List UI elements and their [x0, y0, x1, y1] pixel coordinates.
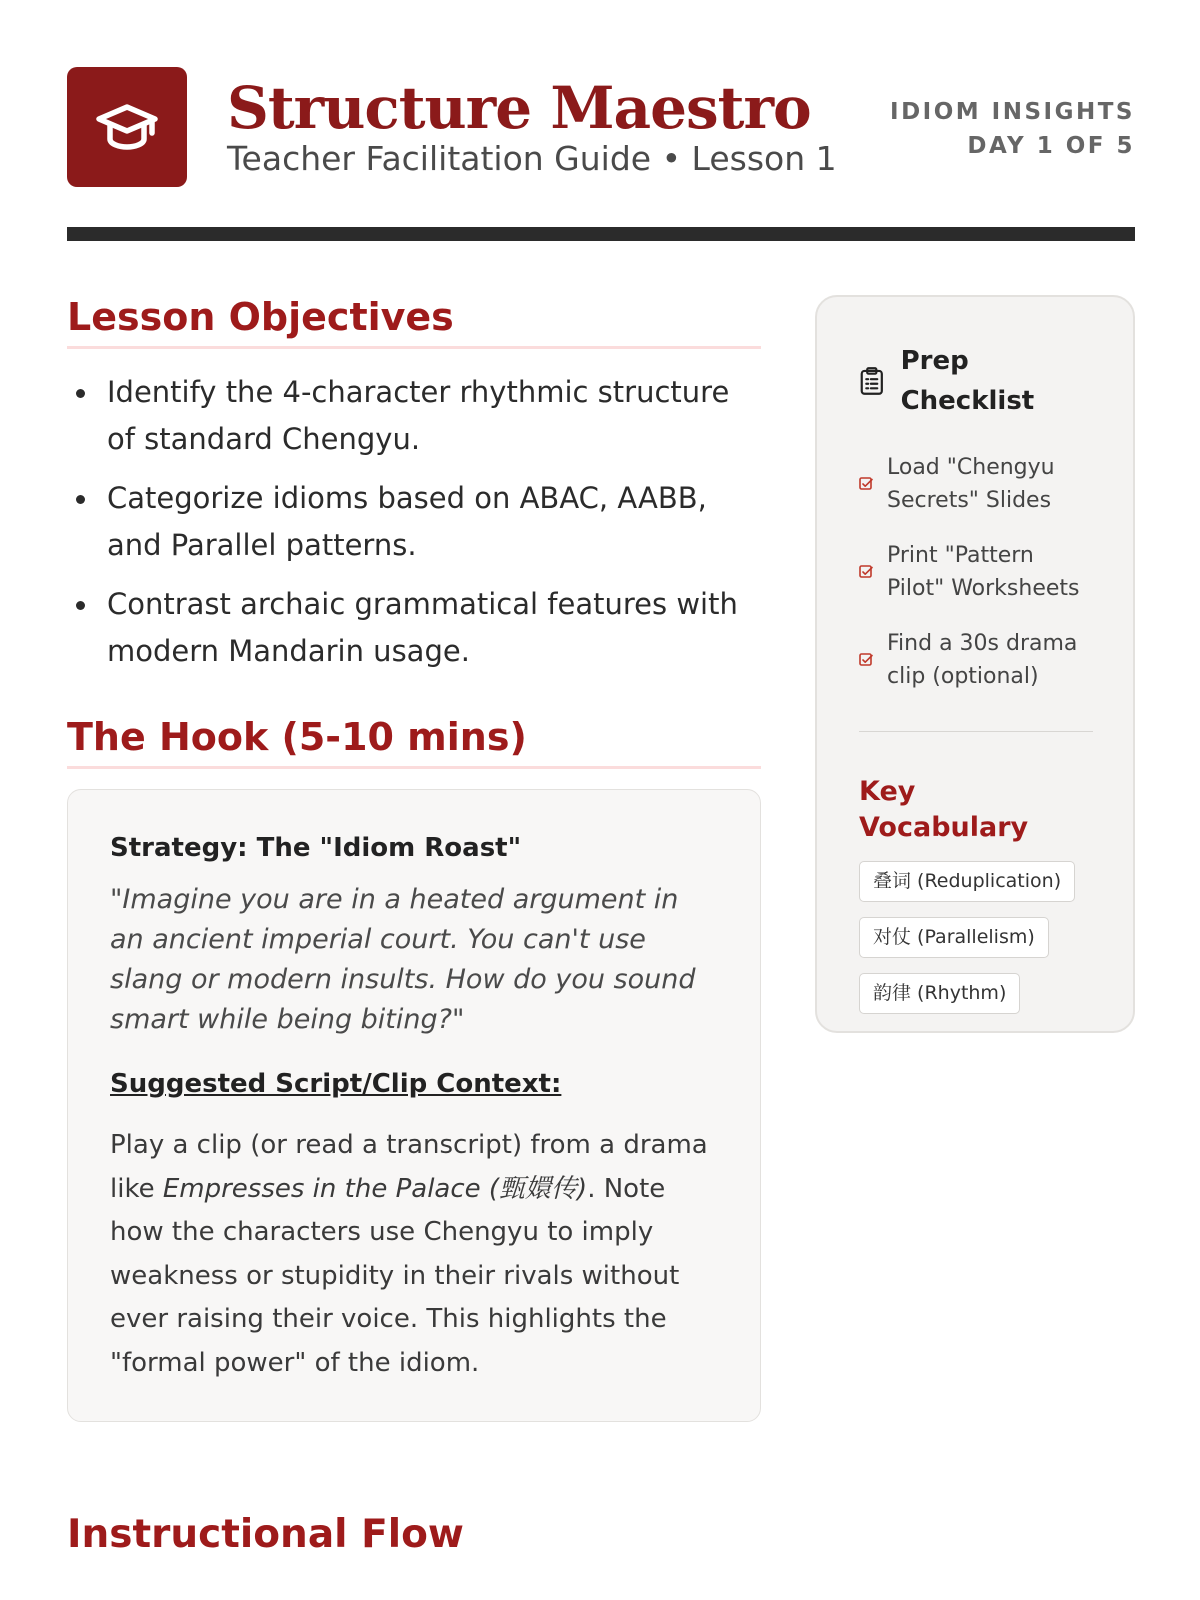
hook-heading: The Hook (5-10 mins) [67, 710, 761, 769]
lesson-meta [890, 95, 1135, 163]
checklist-item-label: Load "Chengyu Secrets" Slides [887, 455, 1055, 513]
prep-header [859, 341, 1093, 421]
vocab-tags [859, 861, 1093, 1014]
drama-title: Empresses in the Palace (甄嬛传) [162, 1173, 588, 1204]
checklist-item[interactable] [859, 451, 1093, 517]
flow-heading: Instructional Flow [67, 1512, 464, 1557]
series-label: IDIOM INSIGHTS [890, 99, 1135, 125]
page-title: Structure Maestro [227, 74, 811, 142]
checkbox-checked-icon[interactable] [859, 653, 873, 667]
main-content [67, 290, 761, 1422]
hook-quote: "Imagine you are in a heated argument in an ancient imperial court. You can't use slang or modern insults. How do you sound smart while being biting?" [110, 884, 696, 1035]
script-text: Play a clip (or read a transcript) from a drama like [110, 1130, 708, 1204]
script-body [110, 1124, 720, 1385]
vocab-tag: 叠词 (Reduplication) [859, 861, 1075, 902]
prep-sidebar [815, 295, 1135, 1033]
vocab-tag: 韵律 (Rhythm) [859, 973, 1020, 1014]
objectives-list [67, 369, 761, 675]
graduation-cap-icon [95, 101, 159, 153]
script-text: . Note how the characters use Chengyu to imply weakness or stupidity in their rivals without ever raising their voice. This highlights the "formal power" of the idiom. [110, 1173, 680, 1378]
checkbox-checked-icon[interactable] [859, 477, 873, 491]
script-heading: Suggested Script/Clip Context: [110, 1069, 562, 1099]
checklist-item-label: Find a 30s drama clip (optional) [887, 631, 1078, 689]
checklist-item[interactable] [859, 627, 1093, 693]
checklist-item-label: Print "Pattern Pilot" Worksheets [887, 543, 1080, 601]
checkbox-checked-icon[interactable] [859, 565, 873, 579]
checklist-item[interactable] [859, 539, 1093, 605]
objective-item: Contrast archaic grammatical features with modern Mandarin usage. [67, 581, 761, 675]
sidebar-divider [859, 731, 1093, 732]
vocab-heading: Key Vocabulary [859, 776, 1029, 843]
strategy-title: Strategy: The "Idiom Roast" [110, 833, 522, 863]
clipboard-icon [859, 365, 885, 397]
hook-card [67, 789, 761, 1422]
objective-item: Identify the 4-character rhythmic structure of standard Chengyu. [67, 369, 761, 463]
day-label: DAY 1 OF 5 [967, 133, 1135, 159]
objective-item: Categorize idioms based on ABAC, AABB, and Parallel patterns. [67, 475, 761, 569]
vocab-tag: 对仗 (Parallelism) [859, 917, 1049, 958]
prep-checklist-title: Prep Checklist [900, 346, 1035, 416]
logo [67, 67, 187, 187]
prep-checklist [859, 451, 1093, 693]
objectives-heading: Lesson Objectives [67, 290, 761, 349]
page-subtitle: Teacher Facilitation Guide • Lesson 1 [227, 139, 837, 178]
header-divider [67, 227, 1135, 241]
page-header [67, 67, 1135, 187]
